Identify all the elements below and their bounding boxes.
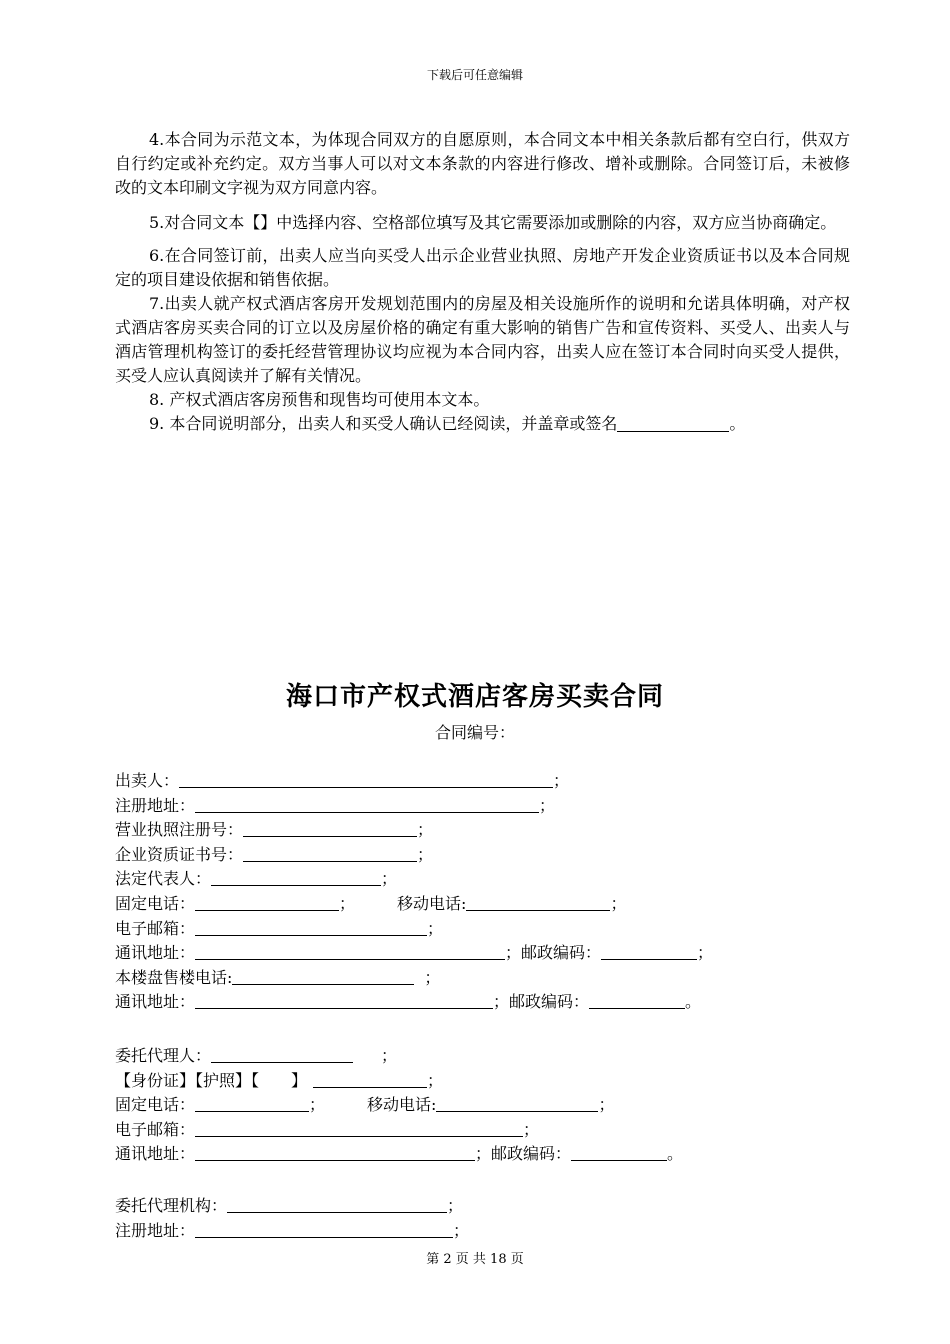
seller-address2-row	[115, 990, 713, 1015]
contract-number-label: 合同编号：	[434, 723, 515, 742]
semicolon: ；	[381, 869, 398, 889]
agent-name-blank[interactable]	[211, 1045, 353, 1063]
contract-notes	[115, 128, 850, 436]
page-footer: 第 2 页 共 18 页	[426, 1252, 524, 1267]
agency-address-blank[interactable]	[195, 1220, 453, 1238]
seller-fields	[115, 769, 713, 1015]
agent-phone-row	[115, 1093, 683, 1118]
semicolon: ；	[447, 1196, 464, 1215]
semicolon: ；	[539, 795, 556, 815]
agent-address-row	[115, 1142, 683, 1167]
agent-email-row	[115, 1118, 683, 1143]
seller-phone-row	[115, 892, 713, 917]
agent-name-row	[115, 1044, 683, 1069]
page-header: 下载后可任意编辑	[426, 68, 523, 82]
note-9	[115, 412, 850, 436]
agent-address-label: 通讯地址：	[115, 1144, 196, 1164]
seller-address-label: 通讯地址：	[115, 943, 196, 963]
seller-address2-blank[interactable]	[195, 991, 493, 1009]
semicolon: ；	[424, 967, 441, 987]
seller-postcode2-label: 邮政编码：	[509, 992, 590, 1012]
semicolon: ；	[493, 992, 510, 1012]
agent-email-label: 电子邮箱：	[115, 1119, 196, 1139]
agency-name-label: 委托代理机构：	[115, 1196, 228, 1215]
agent-postcode-label: 邮政编码：	[491, 1144, 572, 1164]
note-9-end: 。	[729, 414, 746, 433]
semicolon: ；	[427, 1070, 444, 1090]
note-6: 6.在合同签订前，出卖人应当向买受人出示企业营业执照、房地产开发企业资质证书以及本合同规定的项目建设依据和销售依据。	[115, 246, 850, 289]
period: 。	[667, 1144, 684, 1164]
semicolon: ；	[697, 943, 714, 963]
seller-postcode-blank[interactable]	[601, 942, 697, 960]
sales-phone-blank[interactable]	[232, 967, 414, 985]
qualification-no-blank[interactable]	[243, 844, 417, 862]
qualification-no-row	[115, 843, 713, 868]
contract-title: 海口市产权式酒店客房买卖合同	[285, 682, 664, 712]
seller-reg-address-blank[interactable]	[195, 795, 539, 813]
qualification-no-label: 企业资质证书号：	[115, 844, 244, 864]
seller-reg-address-row	[115, 794, 713, 819]
semicolon: ；	[453, 1220, 470, 1240]
seller-name-label: 出卖人：	[115, 771, 180, 790]
semicolon: ；	[417, 844, 434, 864]
legal-rep-row	[115, 867, 713, 892]
agent-fields	[115, 1044, 683, 1167]
semicolon: ；	[475, 1144, 492, 1164]
seller-name-blank[interactable]	[179, 770, 553, 788]
legal-rep-blank[interactable]	[211, 868, 381, 886]
note-7: 7.出卖人就产权式酒店客房开发规划范围内的房屋及相关设施所作的说明和允诺具体明确，对产权式酒店客房买卖合同的订立以及房屋价格的确定有重大影响的销售广告和宣传资料、买受人、出卖人与酒店管理机构签订的委托经营管理协议均应视为本合同内容，出卖人应在签订本合同时向买受人提供，买受人应认真阅读并了解有关情况。	[115, 294, 850, 385]
semicolon: ；	[309, 1095, 326, 1115]
seller-reg-address-label: 注册地址：	[115, 795, 196, 815]
seller-email-row	[115, 917, 713, 942]
agent-address-blank[interactable]	[195, 1143, 475, 1161]
seller-email-label: 电子邮箱：	[115, 918, 196, 938]
note-5: 5.对合同文本【】中选择内容、空格部位填写及其它需要添加或删除的内容，双方应当协商确定。	[149, 213, 837, 232]
note-4: 4.本合同为示范文本，为体现合同双方的自愿原则，本合同文本中相关条款后都有空白行，供双方自行约定或补充约定。双方当事人可以对文本条款的内容进行修改、增补或删除。合同签订后，未被修改的文本印刷文字视为双方同意内容。	[115, 130, 850, 197]
seller-address-row	[115, 941, 713, 966]
agent-email-blank[interactable]	[195, 1119, 523, 1137]
agent-postcode-blank[interactable]	[571, 1143, 667, 1161]
period: 。	[685, 992, 702, 1012]
semicolon: ；	[523, 1119, 540, 1139]
license-no-blank[interactable]	[243, 819, 417, 837]
license-no-label: 营业执照注册号：	[115, 820, 244, 840]
seller-mobile-label: 移动电话:	[397, 893, 467, 913]
agency-name-blank[interactable]	[227, 1195, 447, 1213]
agent-id-types: 【身份证】【护照】【 】	[115, 1070, 308, 1090]
semicolon: ；	[610, 893, 627, 913]
agent-mobile-label: 移动电话:	[367, 1095, 437, 1115]
license-no-row	[115, 818, 713, 843]
semicolon: ；	[553, 771, 570, 790]
semicolon: ；	[339, 893, 356, 913]
seller-fixed-phone-blank[interactable]	[195, 893, 339, 911]
seller-mobile-blank[interactable]	[466, 893, 610, 911]
agent-name-label: 委托代理人：	[115, 1046, 212, 1065]
agent-mobile-blank[interactable]	[436, 1094, 598, 1112]
agency-fields	[115, 1194, 469, 1243]
semicolon: ；	[427, 918, 444, 938]
agent-id-blank[interactable]	[313, 1070, 427, 1088]
agency-address-label: 注册地址：	[115, 1220, 196, 1240]
semicolon: ；	[598, 1095, 615, 1115]
legal-rep-label: 法定代表人：	[115, 869, 212, 889]
seller-address2-label: 通讯地址：	[115, 992, 196, 1012]
agent-id-row	[115, 1069, 683, 1094]
note-8: 8. 产权式酒店客房预售和现售均可使用本文本。	[149, 390, 490, 409]
agency-address-row	[115, 1219, 469, 1244]
semicolon: ；	[505, 943, 522, 963]
semicolon: ；	[381, 1046, 398, 1065]
seller-name-row	[115, 769, 713, 794]
agent-fixed-phone-label: 固定电话：	[115, 1095, 196, 1115]
semicolon: ；	[417, 820, 434, 840]
agent-fixed-phone-blank[interactable]	[195, 1094, 309, 1112]
seller-fixed-phone-label: 固定电话：	[115, 893, 196, 913]
signature-blank[interactable]	[617, 415, 729, 432]
seller-postcode2-blank[interactable]	[589, 991, 685, 1009]
sales-phone-label: 本楼盘售楼电话:	[115, 967, 233, 987]
note-9-text: 9. 本合同说明部分，出卖人和买受人确认已经阅读，并盖章或签名	[149, 414, 618, 433]
agency-name-row	[115, 1194, 469, 1219]
seller-address-blank[interactable]	[195, 942, 505, 960]
sales-phone-row	[115, 966, 713, 991]
seller-postcode-label: 邮政编码：	[521, 943, 602, 963]
seller-email-blank[interactable]	[195, 918, 427, 936]
